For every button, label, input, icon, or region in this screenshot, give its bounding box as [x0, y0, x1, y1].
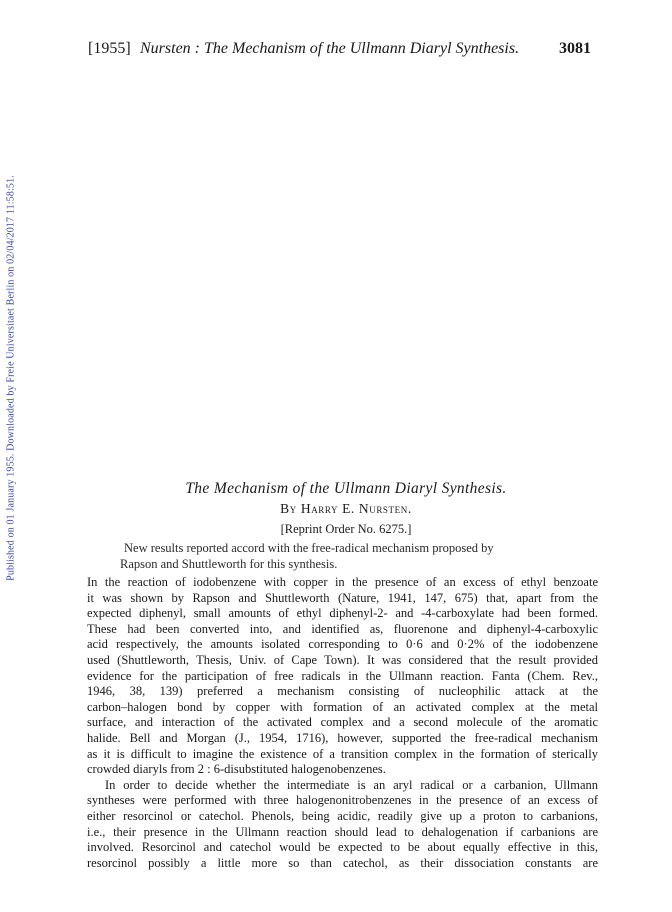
body-line: expected diphenyl, small amounts of ethyl diphenyl-2- and -4-carboxylate had been formed. — [87, 606, 598, 621]
header-running-title: Nursten : The Mechanism of the Ullmann Diaryl Synthesis. — [140, 40, 520, 57]
body-line: surface, and interaction of the activated complex and a second molecule of the aromatic — [87, 715, 598, 730]
body-line: In order to decide whether the intermediate is an aryl radical or a carbanion, Ullmann — [105, 777, 598, 792]
header-year: [1955] — [88, 40, 131, 57]
abstract-line: New results reported accord with the free-radical mechanism proposed by — [124, 541, 494, 555]
article-body — [87, 575, 598, 871]
reprint-order: [Reprint Order No. 6275.] — [280, 522, 412, 536]
body-line: 1946, 38, 139) preferred a mechanism consisting of nucleophilic attack at the — [87, 684, 598, 699]
running-header — [0, 40, 672, 62]
article-author: By Harry E. Nursten. — [280, 501, 412, 516]
body-line: either resorcinol or catechol. Phenols, being acidic, readily give up a proton to carbanions, — [87, 808, 598, 823]
body-line: These had been converted into, and identified as, fluorenone and diphenyl-4-carboxylic — [87, 621, 598, 636]
abstract-line: Rapson and Shuttleworth for this synthesis. — [120, 556, 338, 571]
body-line: syntheses were performed with three halogenonitrobenzenes in the presence of an excess of — [87, 793, 598, 808]
download-notice: Published on 01 January 1955. Downloaded by Freie Universitaet Berlin on 02/04/2017 11:58:51. — [5, 175, 17, 581]
body-line: i.e., their presence in the Ullmann reaction should lead to dehalogenation if carbanions are — [87, 824, 598, 839]
body-line: In the reaction of iodobenzene with copper in the presence of an excess of ethyl benzoate — [87, 575, 598, 589]
abstract — [120, 541, 580, 572]
article-title: The Mechanism of the Ullmann Diaryl Synthesis. — [185, 480, 507, 497]
body-line: as it is difficult to imagine the existence of a transition complex in the formation of sterically — [87, 746, 598, 761]
page-number: 3081 — [559, 40, 591, 57]
body-line: carbon–halogen bond by copper with formation of an activated complex at the metal — [87, 699, 598, 714]
body-line: used (Shuttleworth, Thesis, Univ. of Cape Town). It was considered that the result provided — [87, 652, 598, 667]
body-line: resorcinol possibly a little more so than catechol, as their dissociation constants are — [87, 855, 598, 870]
download-notice-margin — [0, 0, 22, 912]
body-line: evidence for the participation of free radicals in the Ullmann reaction. Fanta (Chem. Rev., — [87, 668, 598, 683]
body-line: crowded diaryls from 2 : 6-disubstituted halogenobenzenes. — [87, 762, 386, 777]
body-line: involved. Resorcinol and catechol would be expected to be about equally effective in this, — [87, 840, 598, 855]
body-line: halide. Bell and Morgan (J., 1954, 1716), however, supported the free-radical mechanism — [87, 730, 598, 745]
body-line: it was shown by Rapson and Shuttleworth (Nature, 1941, 147, 675) that, apart from the — [87, 590, 598, 605]
body-line: acid respectively, the amounts isolated corresponding to 0·6 and 0·2% of the iodobenzene — [87, 637, 598, 652]
